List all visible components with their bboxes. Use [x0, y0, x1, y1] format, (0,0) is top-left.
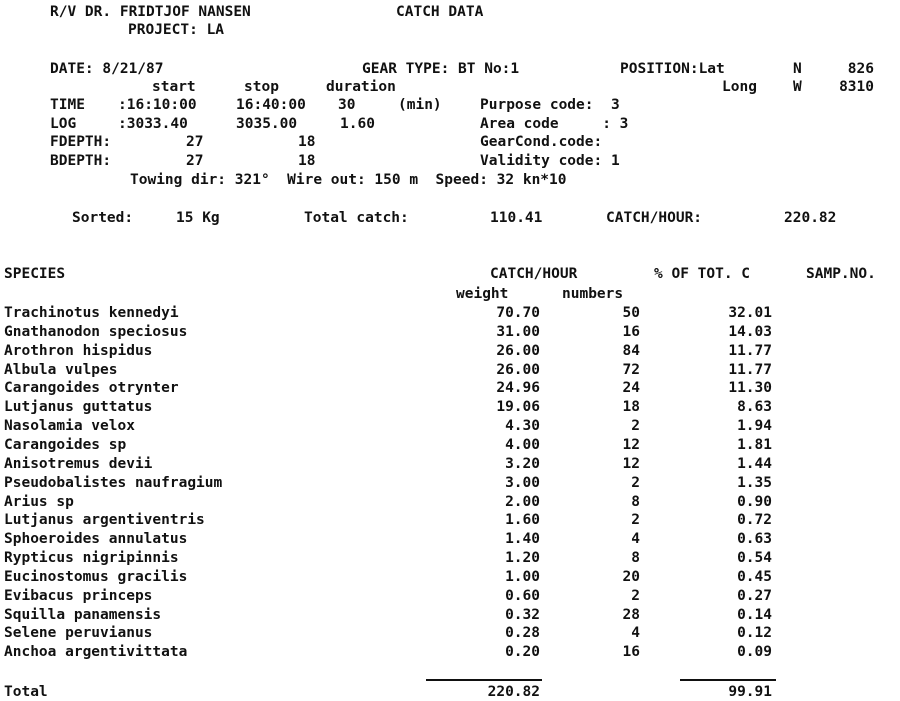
species-name: Carangoides otrynter [4, 380, 179, 396]
total-catch-label: Total catch: [304, 210, 409, 226]
weight-total-rule [426, 679, 542, 681]
vessel-name: R/V DR. FRIDTJOF NANSEN [50, 4, 251, 20]
purpose-code: Purpose code: 3 [480, 97, 620, 113]
percent-value: 8.63 [737, 399, 772, 415]
weight-value: 3.00 [505, 475, 540, 491]
long-label: Long [722, 79, 757, 95]
area-code: Area code : 3 [480, 116, 629, 132]
weight-value: 4.30 [505, 418, 540, 434]
bdepth-start: 27 [186, 153, 204, 169]
weight-value: 19.06 [496, 399, 540, 415]
lat-hemisphere: N [793, 61, 802, 77]
numbers-value: 12 [622, 437, 640, 453]
weight-value: 0.32 [505, 607, 540, 623]
numbers-value: 18 [622, 399, 640, 415]
species-name: Rypticus nigripinnis [4, 550, 179, 566]
fdepth-start: 27 [186, 134, 204, 150]
project-label: PROJECT: LA [128, 22, 225, 38]
numbers-value: 12 [622, 456, 640, 472]
numbers-value: 8 [631, 494, 640, 510]
position-label: POSITION:Lat [620, 61, 725, 77]
catch-hour-value: 220.82 [784, 210, 837, 226]
weight-value: 1.40 [505, 531, 540, 547]
percent-column-header: % OF TOT. C [654, 266, 751, 282]
gearcond-code: GearCond.code: [480, 134, 603, 150]
validity-code: Validity code: 1 [480, 153, 620, 169]
percent-value: 1.35 [737, 475, 772, 491]
species-name: Trachinotus kennedyi [4, 305, 179, 321]
fdepth-stop: 18 [298, 134, 316, 150]
numbers-value: 16 [622, 324, 640, 340]
species-name: Squilla panamensis [4, 607, 162, 623]
species-name: Anchoa argentivittata [4, 644, 188, 660]
gear-type-field: GEAR TYPE: BT No:1 [362, 61, 520, 77]
time-unit: (min) [398, 97, 442, 113]
weight-value: 1.20 [505, 550, 540, 566]
numbers-value: 28 [622, 607, 640, 623]
total-weight: 220.82 [487, 684, 540, 700]
percent-value: 11.30 [728, 380, 772, 396]
species-name: Selene peruvianus [4, 625, 153, 641]
numbers-value: 2 [631, 512, 640, 528]
percent-value: 1.81 [737, 437, 772, 453]
weight-value: 70.70 [496, 305, 540, 321]
weight-value: 31.00 [496, 324, 540, 340]
numbers-value: 4 [631, 531, 640, 547]
col-stop-header: stop [244, 79, 279, 95]
species-name: Lutjanus argentiventris [4, 512, 205, 528]
weight-value: 3.20 [505, 456, 540, 472]
percent-value: 1.94 [737, 418, 772, 434]
bdepth-stop: 18 [298, 153, 316, 169]
lat-value: 826 [847, 61, 874, 77]
numbers-value: 2 [631, 418, 640, 434]
long-hemisphere: W [793, 79, 802, 95]
long-value: 8310 [839, 79, 874, 95]
species-name: Eucinostomus gracilis [4, 569, 188, 585]
date-field: DATE: 8/21/87 [50, 61, 164, 77]
log-label: LOG [50, 116, 77, 132]
log-duration: 1.60 [340, 116, 375, 132]
numbers-value: 24 [622, 380, 640, 396]
fdepth-label: FDEPTH: [50, 134, 112, 150]
numbers-value: 50 [622, 305, 640, 321]
numbers-value: 2 [631, 588, 640, 604]
weight-value: 1.60 [505, 512, 540, 528]
log-stop: 3035.00 [236, 116, 298, 132]
log-start: :3033.40 [118, 116, 188, 132]
total-label: Total [4, 684, 48, 700]
weight-value: 0.28 [505, 625, 540, 641]
percent-value: 0.27 [737, 588, 772, 604]
numbers-subheader: numbers [562, 286, 624, 302]
species-name: Pseudobalistes naufragium [4, 475, 223, 491]
numbers-value: 16 [622, 644, 640, 660]
percent-value: 11.77 [728, 343, 772, 359]
species-name: Evibacus princeps [4, 588, 153, 604]
weight-subheader: weight [456, 286, 509, 302]
total-catch-value: 110.41 [490, 210, 543, 226]
percent-value: 14.03 [728, 324, 772, 340]
species-name: Carangoides sp [4, 437, 127, 453]
percent-value: 32.01 [728, 305, 772, 321]
col-duration-header: duration [326, 79, 396, 95]
species-name: Arius sp [4, 494, 74, 510]
time-label: TIME [50, 97, 85, 113]
weight-value: 1.00 [505, 569, 540, 585]
percent-value: 0.54 [737, 550, 772, 566]
percent-value: 0.09 [737, 644, 772, 660]
time-start: :16:10:00 [118, 97, 197, 113]
species-name: Albula vulpes [4, 362, 118, 378]
sorted-value: 15 Kg [176, 210, 220, 226]
weight-value: 0.20 [505, 644, 540, 660]
weight-value: 2.00 [505, 494, 540, 510]
percent-value: 0.72 [737, 512, 772, 528]
numbers-value: 72 [622, 362, 640, 378]
percent-value: 0.45 [737, 569, 772, 585]
time-stop: 16:40:00 [236, 97, 306, 113]
catch-hour-column-header: CATCH/HOUR [490, 266, 578, 282]
percent-value: 1.44 [737, 456, 772, 472]
numbers-value: 20 [622, 569, 640, 585]
numbers-value: 8 [631, 550, 640, 566]
species-name: Nasolamia velox [4, 418, 135, 434]
weight-value: 24.96 [496, 380, 540, 396]
report-title: CATCH DATA [396, 4, 484, 20]
species-name: Sphoeroides annulatus [4, 531, 188, 547]
percent-value: 0.14 [737, 607, 772, 623]
percent-value: 11.77 [728, 362, 772, 378]
time-duration: 30 [338, 97, 356, 113]
weight-value: 0.60 [505, 588, 540, 604]
towing-info: Towing dir: 321° Wire out: 150 m Speed: 32 kn*10 [130, 172, 567, 188]
sorted-label: Sorted: [72, 210, 134, 226]
bdepth-label: BDEPTH: [50, 153, 112, 169]
sample-number-column-header: SAMP.NO. [806, 266, 876, 282]
weight-value: 4.00 [505, 437, 540, 453]
species-name: Arothron hispidus [4, 343, 153, 359]
catch-hour-label: CATCH/HOUR: [606, 210, 703, 226]
percent-total-rule [680, 679, 776, 681]
percent-value: 0.90 [737, 494, 772, 510]
percent-value: 0.63 [737, 531, 772, 547]
numbers-value: 84 [622, 343, 640, 359]
species-column-header: SPECIES [4, 266, 66, 282]
col-start-header: start [152, 79, 196, 95]
numbers-value: 2 [631, 475, 640, 491]
numbers-value: 4 [631, 625, 640, 641]
species-name: Anisotremus devii [4, 456, 153, 472]
percent-value: 0.12 [737, 625, 772, 641]
weight-value: 26.00 [496, 343, 540, 359]
species-name: Lutjanus guttatus [4, 399, 153, 415]
total-percent: 99.91 [728, 684, 772, 700]
weight-value: 26.00 [496, 362, 540, 378]
species-name: Gnathanodon speciosus [4, 324, 188, 340]
